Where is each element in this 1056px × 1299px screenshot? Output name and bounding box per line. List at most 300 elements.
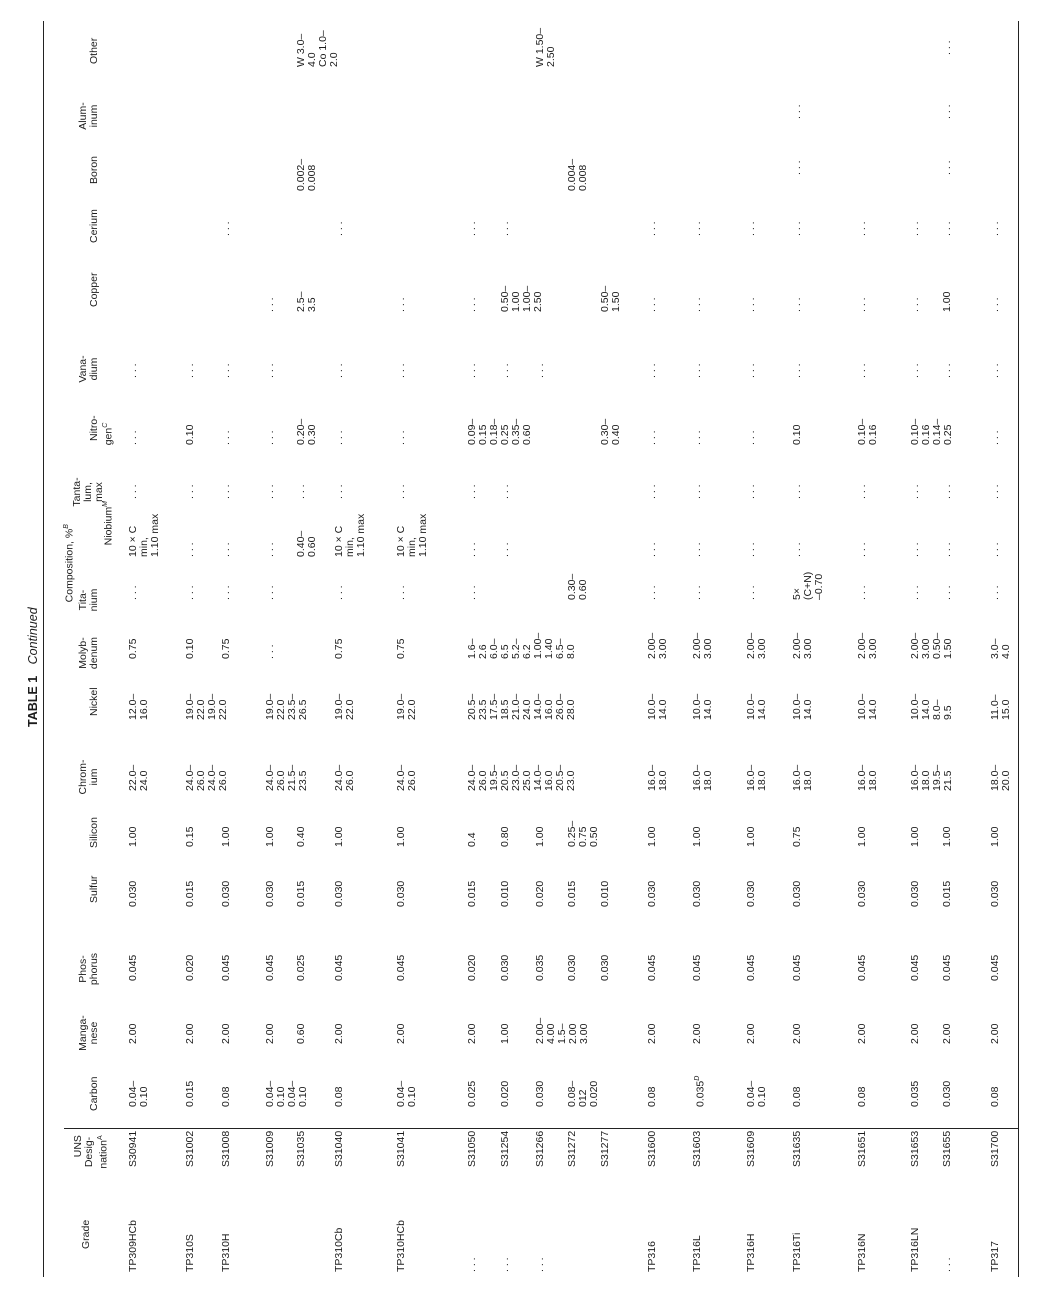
sulfur-cell: 0.015 (941, 880, 953, 907)
cerium-cell: . . . (691, 221, 703, 236)
top-rule (43, 21, 44, 1277)
header-nitrogen (78, 404, 126, 464)
silicon-cell: 1.00 (534, 826, 546, 847)
niobium-cell: . . . (466, 542, 478, 557)
grade-cell: TP309HCb (127, 1220, 139, 1272)
nitrogen-cell: . . . (264, 430, 276, 445)
manganese-cell: 2.00 (989, 1023, 1001, 1044)
header-uns-sup: A (97, 1135, 104, 1141)
header-carbon: Carbon (88, 1076, 100, 1111)
vanadium-cell: . . . (395, 363, 407, 378)
nitrogen-cell: 0.10– 0.16 0.14– 0.25 (909, 418, 954, 445)
nitrogen-cell: . . . (646, 430, 658, 445)
manganese-cell: 1.00 (499, 1023, 511, 1044)
grade-cell: TP316L (691, 1235, 703, 1272)
vanadium-cell: . . . (646, 363, 658, 378)
chromium-cell: 16.0– 18.0 (791, 764, 814, 791)
phosphorus-cell: 0.045 (395, 954, 407, 981)
niobium-cell: . . . (791, 542, 803, 557)
titanium-cell: 5× (C+N) –0.70 (791, 571, 825, 600)
silicon-cell: 1.00 (646, 826, 658, 847)
other-cell: W 3.0– 4.0 Co 1.0– 2.0 (295, 30, 340, 67)
header-composition-sup: B (63, 524, 70, 529)
chromium-cell: 18.0– 20.0 (989, 764, 1012, 791)
sulfur-cell: 0.030 (745, 880, 757, 907)
cerium-cell: . . . (646, 221, 658, 236)
phosphorus-cell: 0.045 (333, 954, 345, 981)
titanium-cell: . . . (941, 585, 953, 600)
titanium-cell: . . . (127, 585, 139, 600)
uns-cell: S31277 (599, 1130, 611, 1167)
titanium-cell: 0.30– 0.60 (566, 573, 589, 600)
sulfur-cell: 0.030 (989, 880, 1001, 907)
uns-cell: S31035 (295, 1130, 307, 1167)
manganese-cell: 2.00 (184, 1023, 196, 1044)
silicon-cell: 1.00 (220, 826, 232, 847)
uns-cell: S31266 (534, 1130, 546, 1167)
nitrogen-cell: 0.09– 0.15 0.18– 0.25 0.35– 0.60 (466, 418, 533, 445)
copper-cell: 1.00 (941, 291, 953, 312)
niobium-cell: 10 × C min, 1.10 max (333, 513, 367, 557)
uns-cell: S31002 (184, 1130, 196, 1167)
tantalum-cell: . . . (184, 484, 196, 499)
silicon-cell: 0.80 (499, 826, 511, 847)
manganese-cell: 2.00 (264, 1023, 276, 1044)
tantalum-cell: . . . (989, 484, 1001, 499)
grade-cell: TP316 (646, 1241, 658, 1272)
sulfur-cell: 0.015 (466, 880, 478, 907)
phosphorus-cell: 0.045 (791, 954, 803, 981)
phosphorus-cell: 0.045 (127, 954, 139, 981)
molybdenum-cell: 2.00– 3.00 (646, 632, 669, 659)
nitrogen-cell: 0.20– 0.30 (295, 418, 318, 445)
uns-cell: S30941 (127, 1130, 139, 1167)
molybdenum-cell: 1.6– 2.6 6.0– 6.5 5.2– 6.2 1.00– 1.40 6.5– 8.0 (466, 632, 577, 659)
header-phosphorus: Phos- phorus (77, 952, 100, 986)
molybdenum-cell: 0.75 (127, 638, 139, 659)
carbon-cell (692, 1076, 707, 1107)
manganese-cell: 2.00 (466, 1023, 478, 1044)
molybdenum-cell: 2.00– 3.00 (856, 632, 879, 659)
carbon-cell: 0.015 (184, 1080, 196, 1107)
phosphorus-cell: 0.020 (466, 954, 478, 981)
molybdenum-cell: . . . (264, 644, 276, 659)
other-cell: . . . (941, 40, 953, 55)
vanadium-cell: . . . (791, 363, 803, 378)
vanadium-cell: . . . (127, 363, 139, 378)
niobium-cell: . . . (220, 542, 232, 557)
molybdenum-cell: 0.75 (333, 638, 345, 659)
silicon-cell: 0.4 (466, 832, 478, 847)
sulfur-cell: 0.030 (395, 880, 407, 907)
manganese-cell: 2.00 (127, 1023, 139, 1044)
chromium-cell: 24.0– 26.0 21.5– 23.5 (264, 764, 309, 791)
cerium-cell: . . . (989, 221, 1001, 236)
phosphorus-cell: 0.045 (989, 954, 1001, 981)
molybdenum-cell: 2.00– 3.00 (691, 632, 714, 659)
nitrogen-cell: 0.10 (184, 424, 196, 445)
sulfur-cell: 0.020 (534, 880, 546, 907)
header-sulfur: Sulfur (88, 875, 100, 903)
header-vanadium: Vana- dium (77, 355, 100, 383)
manganese-cell: 2.00 (646, 1023, 658, 1044)
manganese-cell: 2.00 (333, 1023, 345, 1044)
molybdenum-cell: 2.00– 3.00 0.50– 1.50 (909, 632, 954, 659)
niobium-cell: . . . (499, 542, 511, 557)
nitrogen-cell: . . . (745, 430, 757, 445)
header-manganese: Manga- nese (77, 1015, 100, 1051)
uns-cell: S31008 (220, 1130, 232, 1167)
grade-cell: TP310HCb (395, 1220, 407, 1272)
copper-cell: . . . (395, 297, 407, 312)
titanium-cell: . . . (856, 585, 868, 600)
cerium-cell: . . . (941, 221, 953, 236)
copper-cell: 2.5– 3.5 (295, 291, 318, 312)
nitrogen-cell: . . . (220, 430, 232, 445)
nickel-cell: 12.0– 16.0 (127, 693, 150, 720)
phosphorus-cell: 0.025 (295, 954, 307, 981)
nickel-cell: 10.0– 14.0 (691, 693, 714, 720)
titanium-cell: . . . (745, 585, 757, 600)
header-niobium-sup: M (102, 500, 109, 507)
cerium-cell: . . . (466, 221, 478, 236)
vanadium-cell: . . . (264, 363, 276, 378)
molybdenum-cell: 2.00– 3.00 (745, 632, 768, 659)
tantalum-cell: . . . (333, 484, 345, 499)
boron-cell: . . . (941, 160, 953, 175)
carbon-cell: 0.08 (333, 1086, 345, 1107)
chromium-cell: 16.0– 18.0 (745, 764, 768, 791)
phosphorus-cell: 0.045 (264, 954, 276, 981)
titanium-cell: . . . (264, 585, 276, 600)
niobium-cell: . . . (745, 542, 757, 557)
tantalum-cell: . . . (691, 484, 703, 499)
aluminum-cell: . . . (941, 104, 953, 119)
sulfur-cell: 0.030 (691, 880, 703, 907)
uns-cell: S31041 (395, 1130, 407, 1167)
nitrogen-cell: . . . (989, 430, 1001, 445)
chromium-cell: 16.0– 18.0 (646, 764, 669, 791)
phosphorus-cell: 0.035 (534, 954, 546, 981)
carbon-cell: 0.08 (646, 1086, 658, 1107)
titanium-cell: . . . (646, 585, 658, 600)
titanium-cell: . . . (184, 585, 196, 600)
header-nickel: Nickel (88, 687, 100, 716)
niobium-cell: 10 × C min, 1.10 max (127, 513, 161, 557)
silicon-cell: 1.00 (691, 826, 703, 847)
phosphorus-cell: 0.030 (499, 954, 511, 981)
grade-cell: TP316Ti (791, 1232, 803, 1272)
tantalum-cell: . . . (264, 484, 276, 499)
header-uns (62, 1122, 121, 1182)
vanadium-cell: . . . (941, 363, 953, 378)
silicon-cell: 0.75 (791, 826, 803, 847)
grade-cell: . . . (499, 1257, 511, 1272)
copper-cell: . . . (646, 297, 658, 312)
header-tantalum: Tanta- lum, max (71, 477, 105, 507)
titanium-cell: . . . (395, 585, 407, 600)
grade-cell: TP310S (184, 1234, 196, 1272)
niobium-cell: . . . (856, 542, 868, 557)
header-aluminum: Alum- inum (77, 102, 100, 130)
header-nitrogen-label: Nitro- gen (88, 415, 115, 446)
uns-cell: S31600 (646, 1130, 658, 1167)
vanadium-cell: . . . (745, 363, 757, 378)
uns-cell: S31609 (745, 1130, 757, 1167)
carbon-cell: 0.030 (941, 1080, 953, 1107)
copper-cell: . . . (264, 297, 276, 312)
vanadium-cell: . . . (333, 363, 345, 378)
phosphorus-cell: 0.045 (745, 954, 757, 981)
phosphorus-cell: 0.045 (941, 954, 953, 981)
uns-cell: S31700 (989, 1130, 1001, 1167)
grade-cell: TP310Cb (333, 1227, 345, 1272)
molybdenum-cell: 3.0– 4.0 (989, 638, 1012, 659)
phosphorus-cell: 0.045 (909, 954, 921, 981)
cerium-cell: . . . (791, 221, 803, 236)
header-grade: Grade (80, 1219, 92, 1249)
manganese-cell: 2.00 (220, 1023, 232, 1044)
sulfur-cell: 0.015 (295, 880, 307, 907)
phosphorus-cell: 0.030 (599, 954, 611, 981)
silicon-cell: 1.00 (856, 826, 868, 847)
niobium-cell: 0.40– 0.60 (295, 530, 318, 557)
tantalum-cell: . . . (466, 484, 478, 499)
vanadium-cell: . . . (220, 363, 232, 378)
header-nitrogen-sup: C (102, 422, 109, 428)
table-title-label: TABLE 1 (26, 675, 40, 727)
header-other: Other (88, 37, 100, 64)
header-uns-label: UNS Desig- nation (72, 1135, 110, 1169)
sulfur-cell: 0.010 (499, 880, 511, 907)
phosphorus-cell: 0.045 (646, 954, 658, 981)
copper-cell: . . . (745, 297, 757, 312)
cerium-cell: . . . (499, 221, 511, 236)
vanadium-cell: . . . (691, 363, 703, 378)
phosphorus-cell: 0.020 (184, 954, 196, 981)
chromium-cell: 24.0– 26.0 19.5– 20.5 23.0– 25.0 14.0– 16.0 20.5– 23.0 (466, 764, 577, 791)
sulfur-cell: 0.015 (184, 880, 196, 907)
silicon-cell: 1.00 (127, 826, 139, 847)
vanadium-cell: . . . (499, 363, 511, 378)
sulfur-cell: 0.030 (856, 880, 868, 907)
vanadium-cell: . . . (909, 363, 921, 378)
nickel-cell: 19.0– 22.0 23.5– 26.5 (264, 693, 309, 720)
tantalum-cell: . . . (856, 484, 868, 499)
uns-cell: S31603 (691, 1130, 703, 1167)
header-silicon: Silicon (88, 817, 100, 848)
carbon-cell: 0.035 (909, 1080, 921, 1107)
grade-cell: TP316H (745, 1233, 757, 1272)
carbon-cell: 0.025 (466, 1080, 478, 1107)
carbon-cell: 0.08 (989, 1086, 1001, 1107)
titanium-cell: . . . (220, 585, 232, 600)
boron-cell: 0.004– 0.008 (566, 158, 589, 191)
manganese-cell: 2.00 (395, 1023, 407, 1044)
nickel-cell: 10.0– 14.0 (646, 693, 669, 720)
sulfur-cell: 0.010 (599, 880, 611, 907)
copper-cell: . . . (989, 297, 1001, 312)
sulfur-cell: 0.030 (646, 880, 658, 907)
niobium-cell: . . . (909, 542, 921, 557)
carbon-cell: 0.020 (499, 1080, 511, 1107)
niobium-cell: . . . (184, 542, 196, 557)
uns-cell: S31050 (466, 1130, 478, 1167)
tantalum-cell: . . . (295, 484, 307, 499)
nitrogen-cell: . . . (127, 430, 139, 445)
sulfur-cell: 0.030 (791, 880, 803, 907)
chromium-cell: 16.0– 18.0 (856, 764, 879, 791)
grade-cell: TP316N (856, 1233, 868, 1272)
header-copper: Copper (88, 272, 100, 307)
header-niobium-label: Niobium (102, 506, 115, 546)
titanium-cell: . . . (466, 585, 478, 600)
grade-cell: TP310H (220, 1233, 232, 1272)
tantalum-cell: . . . (220, 484, 232, 499)
header-cerium: Cerium (88, 209, 100, 243)
niobium-cell: 10 × C min, 1.10 max (395, 513, 429, 557)
tantalum-cell: . . . (941, 484, 953, 499)
header-titanium: Tita- nium (77, 588, 100, 612)
boron-cell: . . . (791, 160, 803, 175)
manganese-cell: 2.00 (745, 1023, 757, 1044)
vanadium-cell: . . . (856, 363, 868, 378)
nickel-cell: 20.5– 23.5 17.5– 18.5 21.0– 24.0 14.0– 16.0 26.0– 28.0 (466, 693, 577, 720)
grade-cell: TP316LN (909, 1227, 921, 1272)
vanadium-cell: . . . (989, 363, 1001, 378)
tantalum-cell: . . . (909, 484, 921, 499)
titanium-cell: . . . (333, 585, 345, 600)
molybdenum-cell: 0.10 (184, 638, 196, 659)
uns-cell: S31040 (333, 1130, 345, 1167)
manganese-cell: 0.60 (295, 1023, 307, 1044)
sulfur-cell: 0.030 (220, 880, 232, 907)
tantalum-cell: . . . (646, 484, 658, 499)
copper-cell: . . . (466, 297, 478, 312)
grade-cell: . . . (466, 1257, 478, 1272)
cerium-cell: . . . (220, 221, 232, 236)
manganese-cell: 2.00 (691, 1023, 703, 1044)
uns-cell: S31635 (791, 1130, 803, 1167)
phosphorus-cell: 0.045 (220, 954, 232, 981)
carbon-cell: 0.08 (220, 1086, 232, 1107)
phosphorus-cell: 0.045 (856, 954, 868, 981)
carbon-footnote: D (694, 1075, 701, 1081)
carbon-cell: 0.04– 0.10 (745, 1080, 768, 1107)
niobium-cell: . . . (691, 542, 703, 557)
nickel-cell: 19.0– 22.0 19.0– 22.0 (184, 693, 229, 720)
silicon-cell: 1.00 (909, 826, 921, 847)
chromium-cell: 16.0– 18.0 (691, 764, 714, 791)
bottom-rule (1018, 21, 1019, 1277)
molybdenum-cell: 2.00– 3.00 (791, 632, 814, 659)
nitrogen-cell: . . . (691, 430, 703, 445)
copper-cell: 0.50– 1.50 (599, 285, 622, 312)
manganese-cell: 2.00 (941, 1023, 953, 1044)
niobium-cell: . . . (646, 542, 658, 557)
silicon-cell: 1.00 (333, 826, 345, 847)
carbon-cell: 0.04– 0.10 0.04– 0.10 (264, 1080, 309, 1107)
table-title-suffix: Continued (26, 607, 40, 665)
copper-cell: 0.50– 1.00 1.00– 2.50 (499, 285, 544, 312)
manganese-cell: 2.00 (909, 1023, 921, 1044)
cerium-cell: . . . (856, 221, 868, 236)
copper-cell: . . . (909, 297, 921, 312)
niobium-cell: . . . (264, 542, 276, 557)
phosphorus-cell: 0.030 (566, 954, 578, 981)
table-title (26, 607, 40, 727)
cerium-cell: . . . (745, 221, 757, 236)
header-chromium: Chrom- ium (77, 759, 100, 795)
titanium-cell: . . . (909, 585, 921, 600)
silicon-cell: 1.00 (745, 826, 757, 847)
uns-cell: S31254 (499, 1130, 511, 1167)
sulfur-cell: 0.030 (333, 880, 345, 907)
silicon-cell: 1.00 (395, 826, 407, 847)
grade-cell: . . . (534, 1257, 546, 1272)
uns-cell: S31009 (264, 1130, 276, 1167)
titanium-cell: . . . (691, 585, 703, 600)
tantalum-cell: . . . (745, 484, 757, 499)
titanium-cell: . . . (989, 585, 1001, 600)
molybdenum-cell: 0.75 (395, 638, 407, 659)
boron-cell: 0.002– 0.008 (295, 158, 318, 191)
phosphorus-cell: 0.045 (691, 954, 703, 981)
niobium-cell: . . . (989, 542, 1001, 557)
nickel-cell: 10.0– 14.0 (745, 693, 768, 720)
other-cell: W 1.50– 2.50 (534, 27, 557, 67)
chromium-cell: 24.0– 26.0 (333, 764, 356, 791)
header-boron: Boron (88, 155, 100, 184)
tantalum-cell: . . . (395, 484, 407, 499)
nickel-cell: 10.0– 14.0 8.0– 9.5 (909, 693, 954, 720)
vanadium-cell: . . . (534, 363, 546, 378)
manganese-cell: 2.00 (791, 1023, 803, 1044)
chromium-cell: 22.0– 24.0 (127, 764, 150, 791)
tantalum-cell: . . . (791, 484, 803, 499)
copper-cell: . . . (856, 297, 868, 312)
nitrogen-cell: 0.10– 0.16 (856, 418, 879, 445)
niobium-cell: . . . (941, 542, 953, 557)
uns-cell: S31272 (566, 1130, 578, 1167)
header-rule (64, 1128, 1018, 1129)
carbon-cell: 0.030 (534, 1080, 546, 1107)
header-composition-label: Composition, % (63, 528, 76, 603)
uns-cell: S31653 (909, 1130, 921, 1167)
sulfur-cell: 0.030 (264, 880, 276, 907)
tantalum-cell: . . . (499, 484, 511, 499)
carbon-cell: 0.08– 012 0.020 (566, 1080, 600, 1107)
aluminum-cell: . . . (791, 104, 803, 119)
nitrogen-cell: . . . (333, 430, 345, 445)
nitrogen-cell: 0.10 (791, 424, 803, 445)
uns-cell: S31655 (941, 1130, 953, 1167)
silicon-cell: 0.15 (184, 826, 196, 847)
sulfur-cell: 0.015 (566, 880, 578, 907)
carbon-cell: 0.08 (791, 1086, 803, 1107)
carbon-value: 0.035 (694, 1080, 707, 1107)
nickel-cell: 11.0– 15.0 (989, 694, 1012, 720)
sulfur-cell: 0.030 (909, 880, 921, 907)
chromium-cell: 16.0– 18.0 19.5– 21.5 (909, 764, 954, 791)
nickel-cell: 19.0– 22.0 (333, 693, 356, 720)
tantalum-cell: . . . (127, 484, 139, 499)
grade-cell: TP317 (989, 1241, 1001, 1272)
silicon-cell: 0.40 (295, 826, 307, 847)
header-molybdenum: Molyb- denum (77, 636, 100, 670)
sulfur-cell: 0.030 (127, 880, 139, 907)
manganese-cell: 2.00– 4.00 1.5– 2.00 3.00 (534, 1017, 590, 1044)
